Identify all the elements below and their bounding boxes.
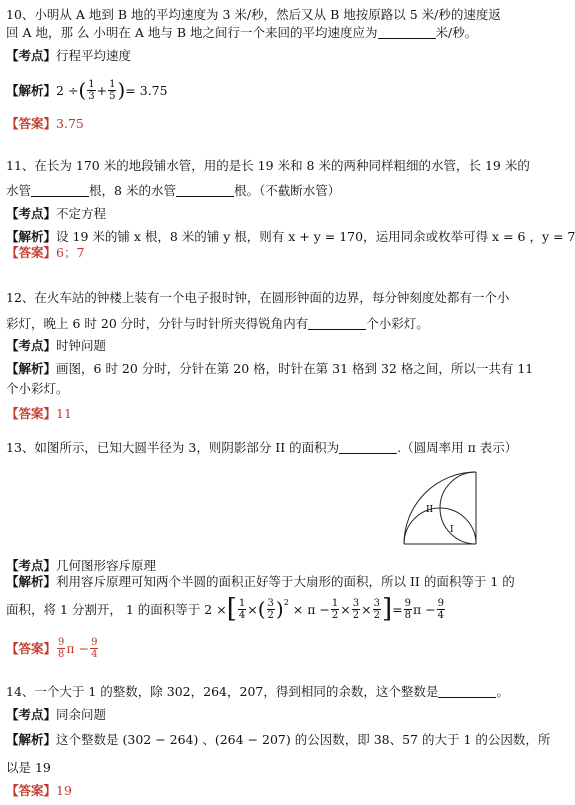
answer-label: 【答案】 [6, 406, 57, 421]
q13-line1 [6, 440, 518, 456]
q13-blank[interactable] [339, 441, 397, 454]
circle-figure [402, 470, 476, 546]
answer-text: 3.75 [56, 116, 84, 131]
q13-jiexi2 [6, 592, 446, 626]
q11-kaodian [6, 206, 478, 222]
q14-jiexi2: 以是 19 [6, 760, 51, 775]
frac-9-4: $\frac{9}{4}$ [437, 597, 445, 621]
q11-line2c: 根。（不截断水管） [233, 183, 341, 198]
paren-close: ) [275, 597, 284, 621]
q14-jiexi1 [6, 732, 551, 748]
kaodian-text: 几何图形容斥原理 [56, 558, 157, 573]
q14-kaodian [6, 707, 478, 723]
q12-kaodian [6, 338, 478, 354]
q12-jiexi2: 个小彩灯。 [6, 381, 69, 396]
equals: = [392, 601, 403, 617]
q10-kaodian [6, 48, 478, 64]
q13-line1a: 13、如图所示，已知大圆半径为 3，则阴影部分 II 的面积为 [6, 440, 340, 455]
q13-line1b: .（圆周率用 π 表示） [397, 440, 518, 455]
frac-9-8: $\frac{9}{8}$ [404, 597, 411, 621]
q10-answer [6, 116, 478, 132]
paren-open: ( [257, 597, 266, 621]
q10-line1: 10、小明从 A 地到 B 地的平均速度为 3 米/秒，然后又从 B 地按原路以 5 米/秒的速度返 [6, 7, 501, 22]
q10-blank[interactable] [378, 26, 436, 39]
answer-text: 11 [56, 406, 72, 421]
kaodian-label: 【考点】 [6, 558, 57, 573]
kaodian-label: 【考点】 [6, 338, 57, 353]
q12-jiexi1 [6, 361, 534, 377]
plus-sign: + [96, 82, 108, 98]
q14-line1 [6, 684, 509, 700]
q11-answer [6, 245, 478, 261]
jiexi-label: 【解析】 [6, 83, 57, 98]
times2: × [340, 601, 351, 617]
kaodian-label: 【考点】 [6, 206, 57, 221]
jiexi-text: 这个整数是 (302 − 264) 、(264 − 207) 的公因数，即 38、57 的大于 1 的公因数，所 [56, 732, 551, 747]
kaodian-text: 同余问题 [56, 707, 107, 722]
q10-line2a: 回 A 地，那 么 小明在 A 地与 B 地之间行一个来回的平均速度应为 [6, 25, 378, 40]
q10-line2b: 米/秒。 [435, 25, 478, 40]
answer-text: 6；7 [56, 245, 85, 260]
q11-line2 [6, 183, 478, 199]
q14-line1a: 14、一个大于 1 的整数，除 302，264，207，得到相同的余数，这个整数是 [6, 684, 439, 699]
pi-minus: π − [413, 601, 436, 617]
answer-frac-9-4: $\frac{9}{4}$ [91, 636, 98, 660]
times: × [247, 601, 258, 617]
q12-line2b: 个小彩灯。 [366, 316, 429, 331]
q14-line1b: 。 [496, 684, 509, 699]
frac-1-2a: $\frac{1}{2}$ [331, 597, 339, 621]
answer-text: 19 [56, 783, 72, 798]
q10-expr-pre: 2 ÷ [56, 82, 79, 98]
bracket-close: ] [381, 594, 393, 624]
answer-pi-minus: π − [66, 640, 90, 656]
frac-3-2b: $\frac{3}{2}$ [352, 597, 360, 621]
q10-line2 [6, 25, 478, 41]
jiexi-text: 利用容斥原理可知两个半圆的面积正好等于大扇形的面积，所以 II 的面积等于 1 的 [56, 574, 515, 589]
paren-close: ) [117, 78, 126, 102]
q13-answer [6, 632, 99, 664]
bracket-open: [ [226, 594, 237, 624]
q10-jiexi [6, 75, 168, 105]
frac-1-5: $\frac{1}{5}$ [109, 78, 116, 102]
kaodian-text: 不定方程 [56, 206, 107, 221]
jiexi-label: 【解析】 [6, 361, 57, 376]
q12-line2 [6, 316, 478, 332]
q10-result: = 3.75 [125, 82, 168, 98]
q11-line2b: 根，8 米的水管 [89, 183, 176, 198]
answer-label: 【答案】 [6, 641, 57, 656]
frac-3-2c: $\frac{3}{2}$ [373, 597, 380, 621]
answer-label: 【答案】 [6, 116, 57, 131]
answer-frac-9-8: $\frac{9}{8}$ [58, 636, 65, 660]
jiexi-label: 【解析】 [6, 229, 57, 244]
exponent-2: 2 [283, 597, 289, 607]
kaodian-text: 行程平均速度 [56, 48, 132, 63]
kaodian-text: 时钟问题 [56, 338, 107, 353]
jiexi-label: 【解析】 [6, 574, 57, 589]
q14-blank[interactable] [438, 685, 496, 698]
frac-1-3: $\frac{1}{3}$ [88, 78, 95, 102]
q13-jiexi2-pre: 面积，将 1 分割开， 1 的面积等于 2 × [6, 602, 227, 617]
times-pi-minus: × π − [288, 601, 330, 617]
q13-jiexi1 [6, 574, 515, 590]
answer-label: 【答案】 [6, 245, 57, 260]
kaodian-label: 【考点】 [6, 48, 57, 63]
q11-line1: 11、在长为 170 米的地段铺水管，用的是长 19 米和 8 米的两种同样粗细的水管，长 19 米的 [6, 158, 530, 173]
q12-answer [6, 406, 478, 422]
q11-blank-1[interactable] [31, 184, 89, 197]
q13-kaodian [6, 558, 478, 574]
q12-line2a: 彩灯，晚上 6 时 20 分时，分针与时针所夹得锐角内有 [6, 316, 309, 331]
paren-open: ( [78, 78, 87, 102]
jiexi-label: 【解析】 [6, 732, 57, 747]
region-I-label: I [450, 525, 454, 535]
frac-3-2: $\frac{3}{2}$ [267, 597, 274, 621]
q12-line1: 12、在火车站的钟楼上装有一个电子报时钟，在圆形钟面的边界，每分钟刻度处都有一个小 [6, 290, 510, 305]
answer-label: 【答案】 [6, 783, 57, 798]
jiexi-text: 画图，6 时 20 分时，分针在第 20 格，时针在第 31 格到 32 格之间，所以一共有 11 [56, 361, 534, 376]
q14-answer [6, 783, 478, 799]
region-II-label: II [426, 505, 434, 515]
q11-blank-2[interactable] [176, 184, 234, 197]
frac-1-4: $\frac{1}{4}$ [238, 597, 246, 621]
jiexi-text: 设 19 米的铺 x 根，8 米的铺 y 根，则有 x + y = 170，运用同余或枚举可得 x = 6 ，y = 7 [56, 229, 575, 244]
q12-blank[interactable] [308, 317, 366, 330]
times3: × [361, 601, 372, 617]
kaodian-label: 【考点】 [6, 707, 57, 722]
q11-line2a: 水管 [6, 183, 32, 198]
q11-jiexi [6, 229, 575, 245]
